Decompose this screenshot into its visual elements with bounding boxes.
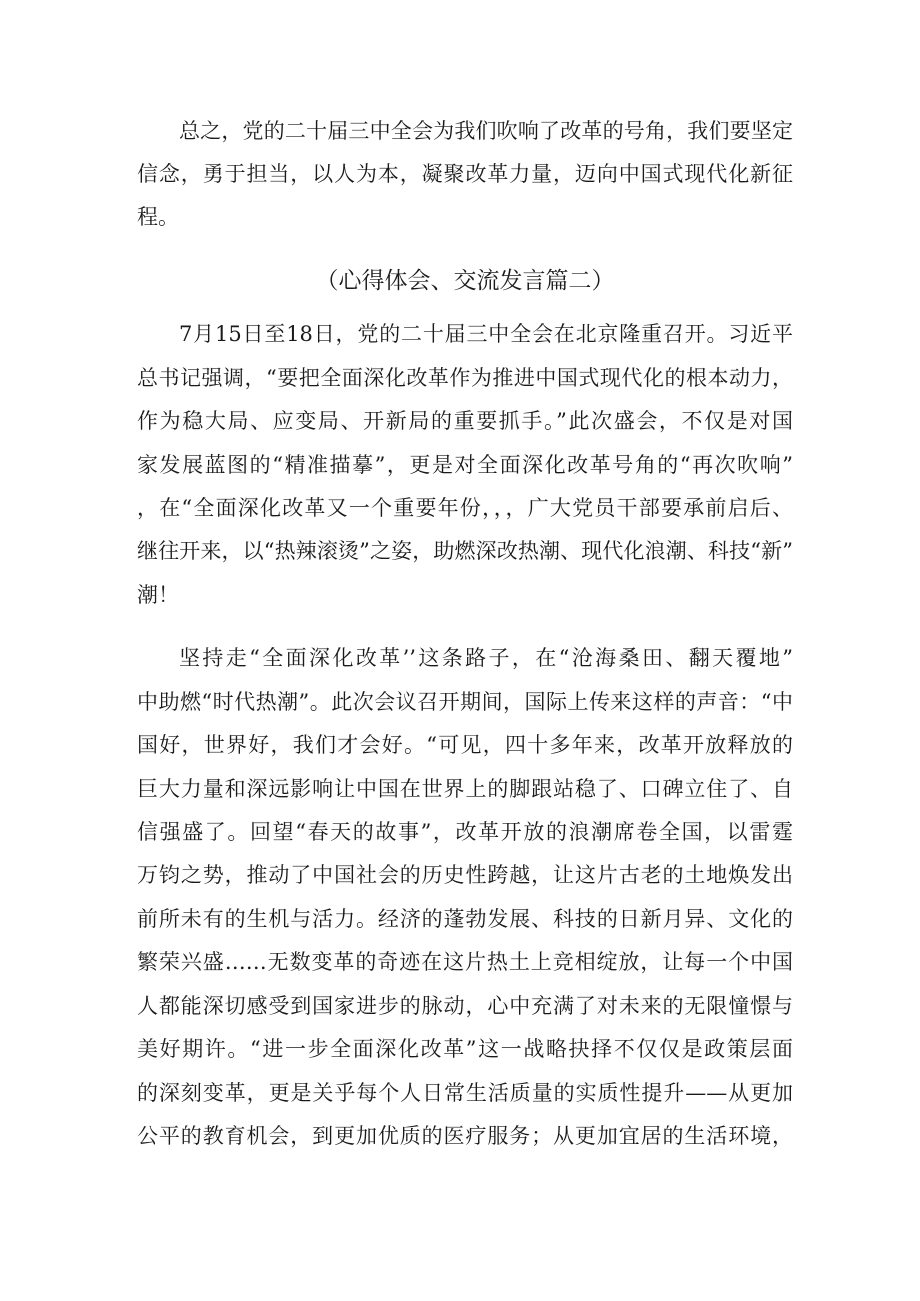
paragraph-2-line-1: 7月15日至18日，党的二十届三中全会在北京隆重召开。习近平: [179, 322, 793, 346]
paragraph-3-line-3: 国好，世界好，我们才会好。“可见，四十多年来，改革开放释放的: [137, 733, 793, 757]
paragraph-3-line-12: 公平的教育机会，到更加优质的医疗服务；从更加宜居的生活环境，: [137, 1124, 793, 1148]
paragraph-2-line-2: 总书记强调，“要把全面深化改革作为推进中国式现代化的根本动力，: [137, 366, 793, 390]
paragraph-3-line-8: 繁荣兴盛……无数变革的奇迹在这片热土上竞相绽放，让每一个中国: [137, 950, 793, 974]
paragraph-3-line-9: 人都能深切感受到国家进步的脉动，心中充满了对未来的无限憧憬与: [137, 994, 793, 1018]
section-heading: （心得体会、交流发言篇二）: [315, 268, 615, 294]
paragraph-1-line-1: 总之，党的二十届三中全会为我们吹响了改革的号角，我们要坚定: [179, 119, 793, 143]
paragraph-1-line-2: 信念，勇于担当，以人为本，凝聚改革力量，迈向中国式现代化新征: [137, 162, 793, 186]
paragraph-3-line-11: 的深刻变革，更是关乎每个人日常生活质量的实质性提升——从更加: [137, 1081, 793, 1105]
paragraph-3-line-6: 万钧之势，推动了中国社会的历史性跨越，让这片古老的土地焕发出: [137, 863, 793, 887]
paragraph-3-line-10: 美好期许。“进一步全面深化改革”这一战略抉择不仅仅是政策层面: [137, 1037, 793, 1061]
paragraph-3-line-4: 巨大力量和深远影响让中国在世界上的脚跟站稳了、口碑立住了、自: [137, 777, 793, 801]
paragraph-2-line-3: 作为稳大局、应变局、开新局的重要抓手。”此次盛会，不仅是对国: [137, 409, 793, 433]
paragraph-1-line-3: 程。: [137, 205, 179, 229]
paragraph-2-line-7: 潮！: [137, 583, 179, 607]
paragraph-3-line-7: 前所未有的生机与活力。经济的蓬勃发展、科技的日新月异、文化的: [137, 907, 793, 931]
paragraph-3-line-1: 坚持走“全面深化改革’’这条路子，在“沧海桑田、翻天覆地”: [179, 646, 793, 670]
paragraph-2-line-6: 继往开来，以“热辣滚烫”之姿，助燃深改热潮、现代化浪潮、科技“新”: [137, 539, 793, 563]
paragraph-2-line-4: 家发展蓝图的“精准描摹”，更是对全面深化改革号角的“再次吹响”: [137, 453, 793, 477]
paragraph-3-line-5: 信强盛了。回望“春天的故事”，改革开放的浪潮席卷全国，以雷霆: [137, 820, 793, 844]
paragraph-3-line-2: 中助燃“时代热潮”。此次会议召开期间，国际上传来这样的声音：“中: [137, 690, 793, 714]
paragraph-2-line-5: ，在“全面深化改革又一个重要年份，，，广大党员干部要承前启后、: [137, 496, 793, 520]
